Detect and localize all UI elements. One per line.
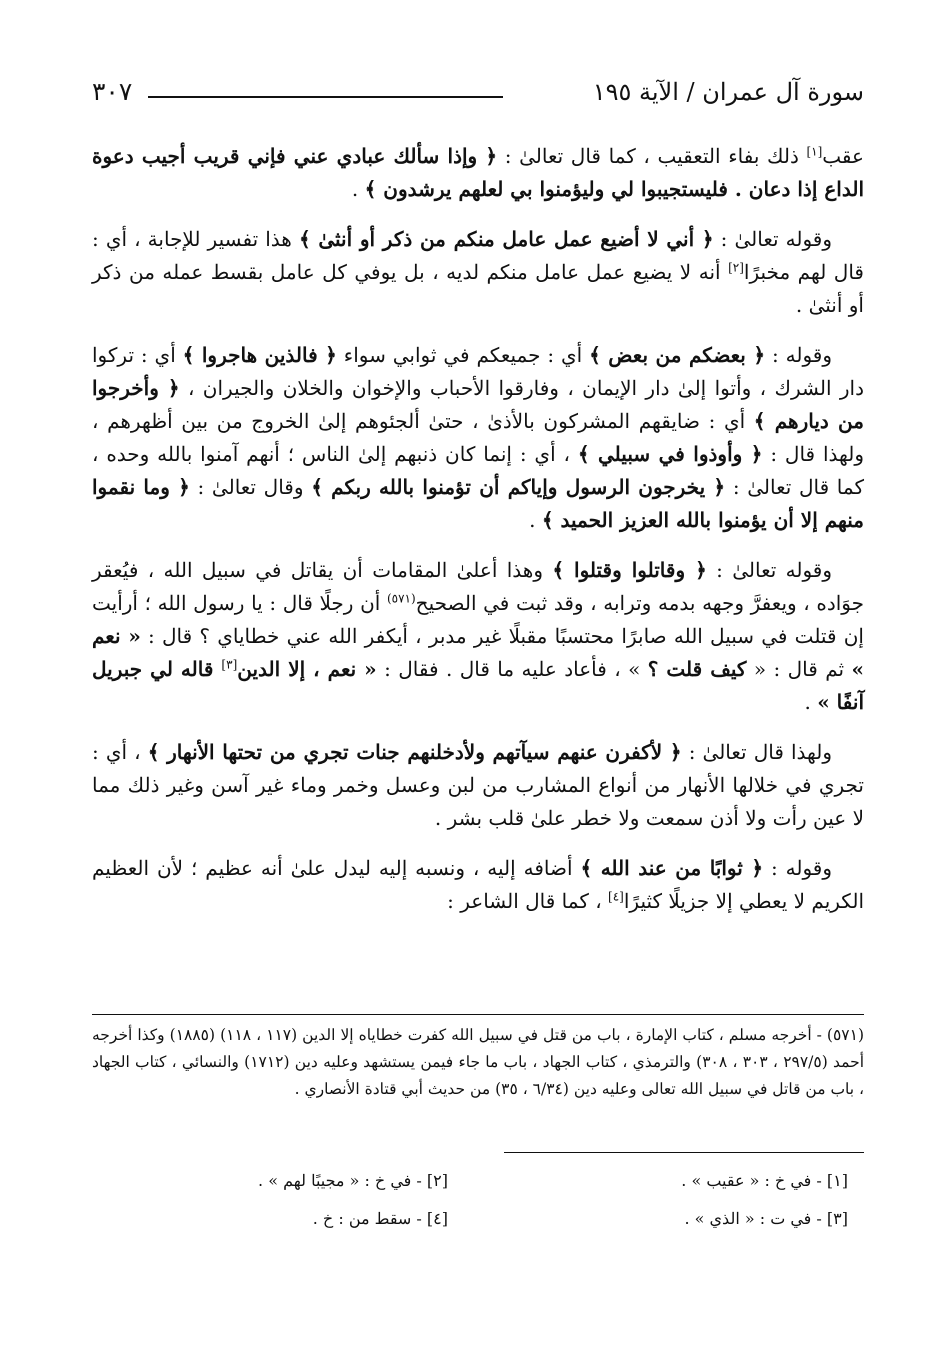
hadith-quote: « نعم »: [92, 624, 865, 681]
quran-quote: ﴿ وقاتلوا وقتلوا ﴾: [552, 558, 707, 582]
paragraph-5: [92, 736, 864, 835]
text-run: أنه لا يضيع عمل عامل منكم لديه ، بل يوفي كل عامل بقسط عمله من ذكر أو أنثىٰ .: [92, 260, 864, 317]
text-run: أن رجلًا قال : يا رسول الله ؛ أرأيت إن قتلت في سبيل الله صابرًا محتسبًا مقبلًا غير مدبر ، أيكفر الله عني خطاياي ؟ قال :: [92, 591, 864, 648]
text-run: وهذا أعلىٰ المقامات أن يقاتل في سبيل الله ، فيُعقر جوَاده ، ويعفرَّ وجهه بدمه وترابه ، وقد ثبت في الصحيح: [92, 558, 864, 615]
text-run: .: [529, 508, 542, 532]
running-header: [92, 76, 864, 116]
text-run: وقوله :: [763, 856, 832, 880]
text-run: ثم قال : «: [746, 657, 852, 681]
text-run: وقوله :: [765, 343, 832, 367]
paragraph-3: [92, 339, 864, 537]
variant-note-4: [٤] - سقط من : خ .: [312, 1209, 448, 1228]
hadith-quote: قاله لي جبريل آنفًا »: [92, 657, 864, 714]
text-run: ، أي : تجري في خلالها الأنهار من أنواع المشارب من لبن وعسل وخمر وماء غير آسن وغير ذلك مما لا عين رأت ولا أذن سمعت ولا خطر علىٰ قلب بشر .: [92, 740, 864, 830]
hadith-ref: (٥٧١): [386, 591, 416, 606]
text-run: ذلك بفاء التعقيب ، كما قال تعالىٰ :: [497, 144, 807, 168]
text-run: وقال تعالىٰ :: [189, 475, 312, 499]
paragraph-2: [92, 223, 864, 322]
paragraph-6: [92, 852, 864, 918]
quran-quote: ﴿ وأوذوا في سبيلي ﴾: [577, 442, 763, 466]
text-run: » ، فأعاد عليه ما قال . فقال :: [376, 657, 648, 681]
page-number: ٣٠٧: [92, 77, 133, 106]
quran-quote: ﴿ فالذين هاجروا ﴾: [182, 343, 337, 367]
variants-divider: [504, 1152, 864, 1153]
paragraph-1: [92, 140, 864, 206]
footnote-ref: [٣]: [221, 657, 238, 672]
variant-note-1: [١] - في خ : « عقيب » .: [681, 1171, 848, 1190]
running-title: سورة آل عمران / الآية ١٩٥: [592, 78, 864, 106]
hadith-quote: « نعم ، إلا الدين: [237, 657, 377, 681]
text-run: وقوله تعالىٰ :: [706, 558, 833, 582]
text-run: عقب: [822, 144, 864, 168]
quran-quote: ﴿ وما نقموا منهم إلا أن يؤمنوا بالله العزيز الحميد ﴾: [92, 475, 864, 532]
text-run: .: [804, 690, 818, 714]
quran-quote: ﴿ وأخرجوا من ديارهم ﴾: [92, 376, 864, 433]
quran-quote: ﴿ وإذا سألك عبادي عني فإني قريب أجيب دعوة الداع إذا دعان . فليستجيبوا لي وليؤمنوا بي لعلهم يرشدون ﴾: [92, 144, 864, 201]
variant-note-2: [٢] - في خ : « مجيبًا لهم » .: [258, 1171, 448, 1190]
text-run: .: [351, 177, 365, 201]
text-run: هذا تفسير للإجابة ، أي : قال لهم مخبرًا: [92, 227, 864, 284]
text-run: وقوله تعالىٰ :: [713, 227, 832, 251]
paragraph-4: [92, 554, 864, 719]
text-run: ، أي : إنما كان ذنبهم إلىٰ الناس ؛ أنهم آمنوا بالله وحده ، كما قال تعالىٰ :: [92, 442, 864, 499]
quran-quote: ﴿ ثوابًا من عند الله ﴾: [580, 856, 764, 880]
footnote-ref: [٤]: [608, 889, 624, 904]
text-run: أي : جميعكم في ثوابي سواء: [336, 343, 590, 367]
quran-quote: ﴿ لأكفرن عنهم سيآتهم ولأدخلنهم جنات تجري من تحتها الأنهار ﴾: [147, 740, 682, 764]
header-rule: [148, 96, 503, 98]
quran-quote: ﴿ بعضكم من بعض ﴾: [589, 343, 766, 367]
text-run: ولهذا قال تعالىٰ :: [681, 740, 832, 764]
footnote-ref: [١]: [806, 144, 823, 159]
variant-note-3: [٣] - في ت : « الذي » .: [684, 1209, 848, 1228]
text-run: أي : ضايقهم المشركون بالأذىٰ ، حتىٰ ألجئوهم إلىٰ الخروج من بين أظهرهم ، ولهذا قال :: [92, 409, 864, 466]
hadith-source-note: (٥٧١) - أخرجه مسلم ، كتاب الإمارة ، باب من قتل في سبيل الله كفرت خطاياه إلا الدين (١١٧ ، ١١٨) (١٨٨٥) وكذا أخرجه أحمد (٢٩٧/٥ ، ٣٠٣ ، ٣٠٨) والترمذي ، كتاب الجهاد ، باب ما جاء فيمن يستشهد وعليه دين (١٧١٢) والنسائي ، كتاب الجهاد ، باب من قاتل في سبيل الله تعالى وعليه دين (٦/٣٤ ، ٣٥) من حديث أبي قتادة الأنصاري .: [92, 1026, 865, 1098]
footnote-divider: [92, 1014, 864, 1015]
main-text: [92, 140, 864, 935]
quran-quote: ﴿ أني لا أضيع عمل عامل منكم من ذكر أو أنثىٰ ﴾: [298, 227, 714, 251]
text-run: أضافه إليه ، ونسبه إليه ليدل علىٰ أنه عظيم ؛ لأن العظيم الكريم لا يعطي إلا جزيلًا كثيرًا: [92, 856, 864, 913]
text-run: أي : تركوا دار الشرك ، وأتوا إلىٰ دار الإيمان ، وفارقوا الأحباب والإخوان والخلان والجيران ،: [92, 343, 865, 400]
footnote-ref: [٢]: [728, 260, 744, 275]
hadith-quote: كيف قلت ؟: [647, 657, 747, 681]
quran-quote: ﴿ يخرجون الرسول وإياكم أن تؤمنوا بالله ربكم ﴾: [311, 475, 726, 499]
text-run: ، كما قال الشاعر :: [447, 889, 609, 913]
